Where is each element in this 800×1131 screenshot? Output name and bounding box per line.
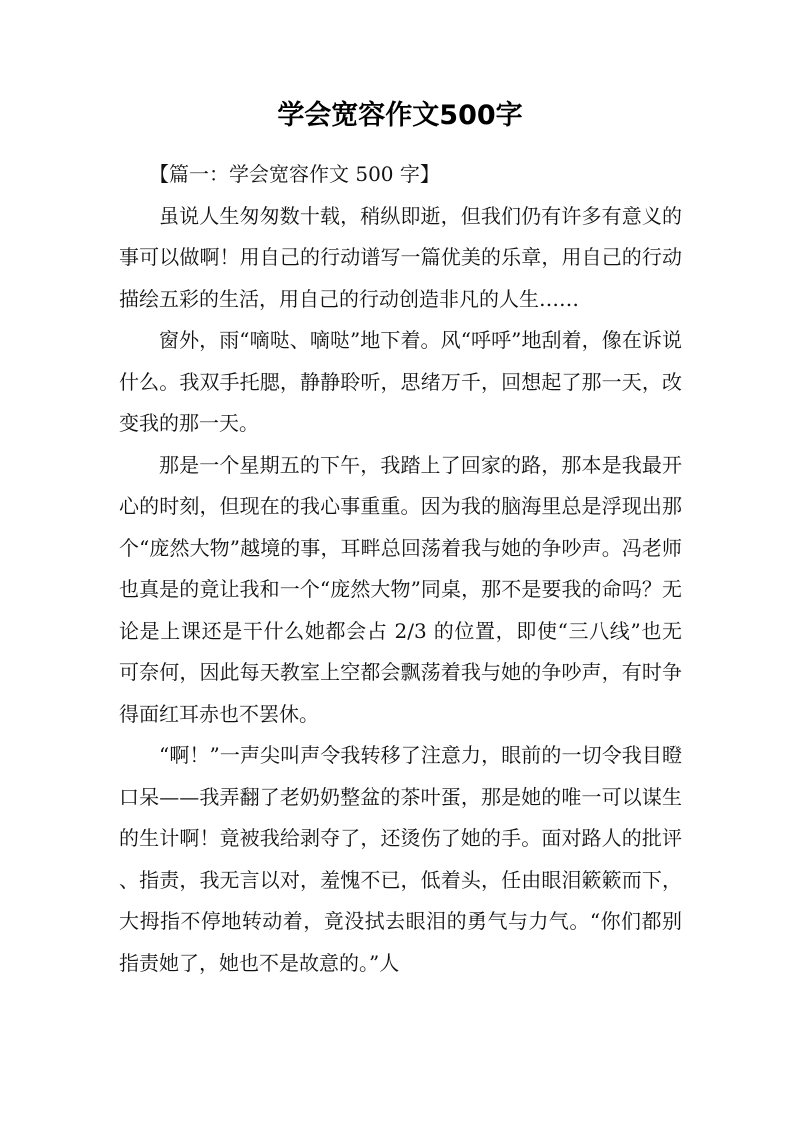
paragraph: 那是一个星期五的下午，我踏上了回家的路，那本是我最开心的时刻，但现在的我心事重重。因为我的脑海里总是浮现出那个“庞然大物”越境的事，耳畔总回荡着我与她的争吵声。冯老师也真是的竟让我和一个“庞然大物”同桌，那不是要我的命吗？无论是上课还是干什么她都会占 2/3 的位置，即使“三八线”也无可奈何，因此每天教室上空都会飘荡着我与她的争吵声，有时争得面红耳赤也不罢休。 — [119, 452, 682, 726]
paragraph: 虽说人生匆匆数十载，稍纵即逝，但我们仍有许多有意义的事可以做啊！用自己的行动谱写一篇优美的乐章，用自己的行动描绘五彩的生活，用自己的行动创造非凡的人生…… — [119, 203, 682, 311]
paragraph: 窗外，雨“嘀哒、嘀哒”地下着。风“呼呼”地刮着，像在诉说什么。我双手托腮，静静聆听，思绪万千，回想起了那一天，改变我的那一天。 — [119, 328, 682, 435]
section-heading: 【篇一：学会宽容作文 500 字】 — [149, 162, 440, 186]
document-title: 学会宽容作文500字 — [277, 100, 523, 131]
paragraph: “啊！”一声尖叫声令我转移了注意力，眼前的一切令我目瞪口呆——我弄翻了老奶奶整盆的茶叶蛋，那是她的唯一可以谋生的生计啊！竟被我给剥夺了，还烫伤了她的手。面对路人的批评、指责，我无言以对，羞愧不已，低着头，任由眼泪簌簌而下，大拇指不停地转动着，竟没拭去眼泪的勇气与力气。“你们都别指责她了，她也不是故意的。”人 — [119, 743, 682, 975]
document-body — [119, 154, 682, 984]
